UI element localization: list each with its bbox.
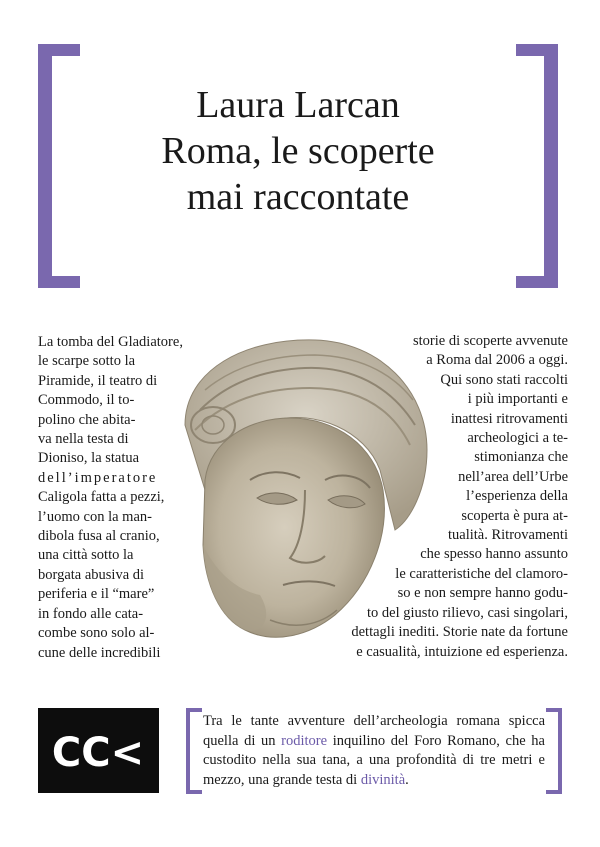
blurb-highlight: roditore <box>281 732 328 749</box>
body-text-right <box>328 332 568 662</box>
body-line: stimonianza che <box>474 449 568 466</box>
body-line: in fondo alle cata- <box>38 605 144 622</box>
body-line: Qui sono stati raccolti <box>440 371 568 388</box>
body-line: Dioniso, la statua <box>38 450 140 467</box>
blurb-bracket-left <box>186 708 202 794</box>
body-line: l’uomo con la man- <box>38 508 152 525</box>
body-line: tualità. Ritrovamenti <box>447 527 568 544</box>
book-title <box>80 82 516 220</box>
cc-logo-icon <box>38 708 159 793</box>
body-line: so e non sempre hanno godu- <box>397 585 568 602</box>
body-line: dettagli inediti. Storie nate da fortune <box>351 624 568 641</box>
blurb-bracket-right <box>546 708 562 794</box>
blurb-text: Tra le tante avventure dell’archeologia romana spicca quella di un <box>203 713 545 749</box>
body-line: i più importanti e <box>467 391 568 408</box>
body-line: dell’imperatore <box>38 469 158 486</box>
body-line: cune delle incredibili <box>38 644 161 661</box>
blurb-highlight: divinità <box>360 771 406 788</box>
body-line: che spesso hanno assunto <box>420 546 568 563</box>
body-line: storie di scoperte avvenute <box>412 333 568 349</box>
body-line: archeologici a te- <box>467 430 568 447</box>
body-line: Caligola fatta a pezzi, <box>38 489 165 506</box>
body-line: va nella testa di <box>38 431 129 448</box>
body-line: una città sotto la <box>38 547 134 564</box>
body-line: le scarpe sotto la <box>38 353 136 370</box>
publisher-logo <box>38 708 159 793</box>
body-line: to del giusto rilievo, casi singolari, <box>367 604 568 621</box>
title-bracket-right <box>516 44 558 288</box>
body-line: l’esperienza della <box>466 488 568 505</box>
logo-text: CC< <box>51 730 145 776</box>
blurb-text: . <box>405 771 409 788</box>
body-line: e casualità, intuizione ed esperienza. <box>356 643 568 660</box>
body-line: combe sono solo al- <box>38 625 155 642</box>
body-line: a Roma dal 2006 a oggi. <box>426 352 568 369</box>
back-cover-blurb <box>203 712 545 790</box>
body-line: le caratteristiche del clamoro- <box>395 565 568 582</box>
author-name: Laura Larcan <box>196 84 400 126</box>
body-line: Commodo, il to- <box>38 392 135 409</box>
title-bracket-left <box>38 44 80 288</box>
body-line: periferia e il “mare” <box>38 586 155 603</box>
body-line: borgata abusiva di <box>38 566 145 583</box>
body-line: Piramide, il teatro di <box>38 372 158 389</box>
title-line-1: Roma, le scoperte <box>161 130 435 172</box>
body-line: inattesi ritrovamenti <box>450 410 568 427</box>
body-line: nell’area dell’Urbe <box>458 468 568 485</box>
blurb-text: inquilino del Foro Romano, che ha custodito nella sua tana, a una profondità di tre metri e mezzo, una grande testa di <box>203 732 545 788</box>
title-line-2: mai raccontate <box>186 176 410 218</box>
body-line: La tomba del Gladiatore, <box>38 334 183 350</box>
body-line: scoperta è pura at- <box>461 507 568 524</box>
body-line: polino che abita- <box>38 411 136 428</box>
body-line: dibola fusa al cranio, <box>38 528 160 545</box>
